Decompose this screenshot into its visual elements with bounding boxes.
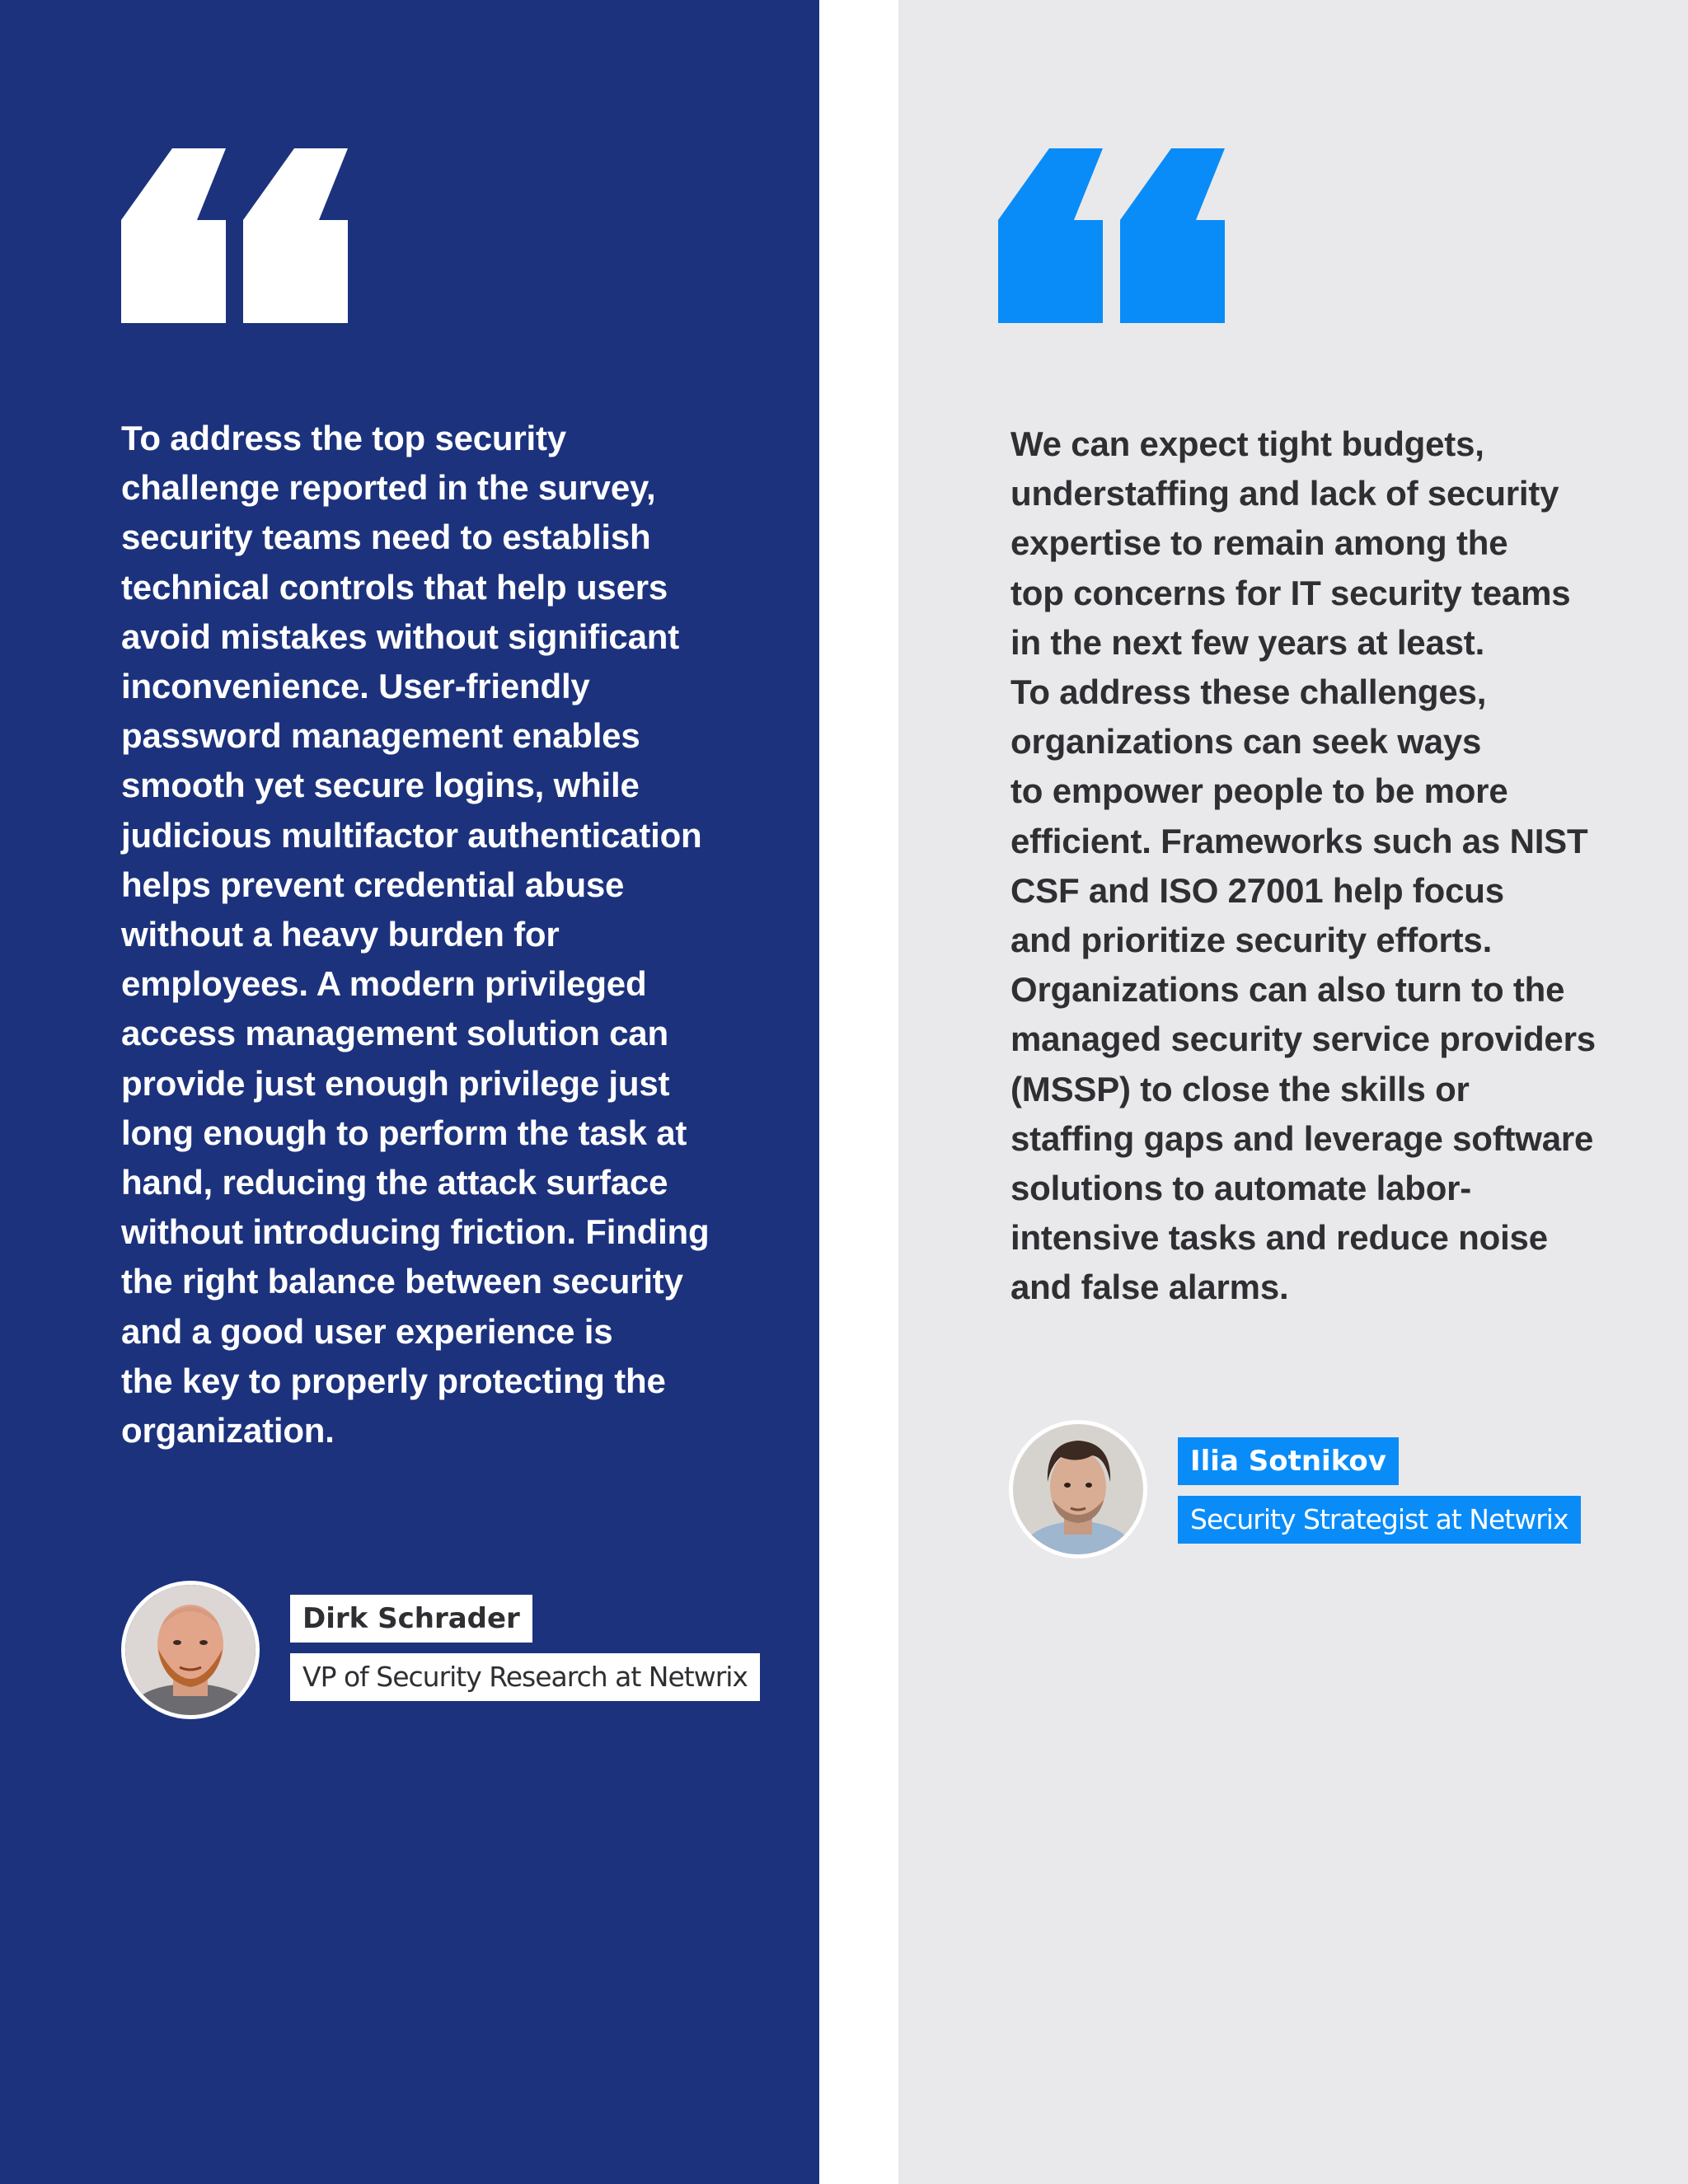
- avatar-dirk-schrader: [121, 1581, 260, 1719]
- quote-mark-icon: [121, 148, 348, 323]
- author-name: Ilia Sotnikov: [1178, 1437, 1399, 1485]
- author-title: Security Strategist at Netwrix: [1178, 1496, 1581, 1544]
- panel-divider: [819, 0, 898, 2184]
- author-name: Dirk Schrader: [290, 1595, 532, 1643]
- avatar-ilia-sotnikov: [1009, 1420, 1147, 1558]
- quote-text: We can expect tight budgets, understaffing and lack of security expertise to remain among the top concerns for IT security teams in the next few years at least. To address these challenges, organizations can seek ways to empower people to be more efficient. Frameworks such as NIST CSF and ISO 27001 help focus and prioritize security efforts. Organizations can also turn to the managed security service providers (MSSP) to close the skills or staffing gaps and leverage software solutions to automate labor- intensive tasks and reduce noise and false alarms.: [1010, 424, 1596, 1307]
- avatar-photo: [125, 1585, 256, 1715]
- quote-text: To address the top security challenge reported in the survey, security teams need to establish technical controls that help users avoid mistakes without significant inconvenience. User-friendly password management enables smooth yet secure logins, while judicious multifactor authentication helps prevent credential abuse without a heavy burden for employees. A modern privileged access management solution can provide just enough privilege just long enough to perform the task at hand, reducing the attack surface without introducing friction. Finding the right balance between security and a good user experience is the key to properly protecting the organization.: [121, 419, 710, 1451]
- avatar-photo: [1013, 1424, 1143, 1554]
- quote-mark-icon: [998, 148, 1225, 323]
- author-title: VP of Security Research at Netwrix: [290, 1653, 760, 1701]
